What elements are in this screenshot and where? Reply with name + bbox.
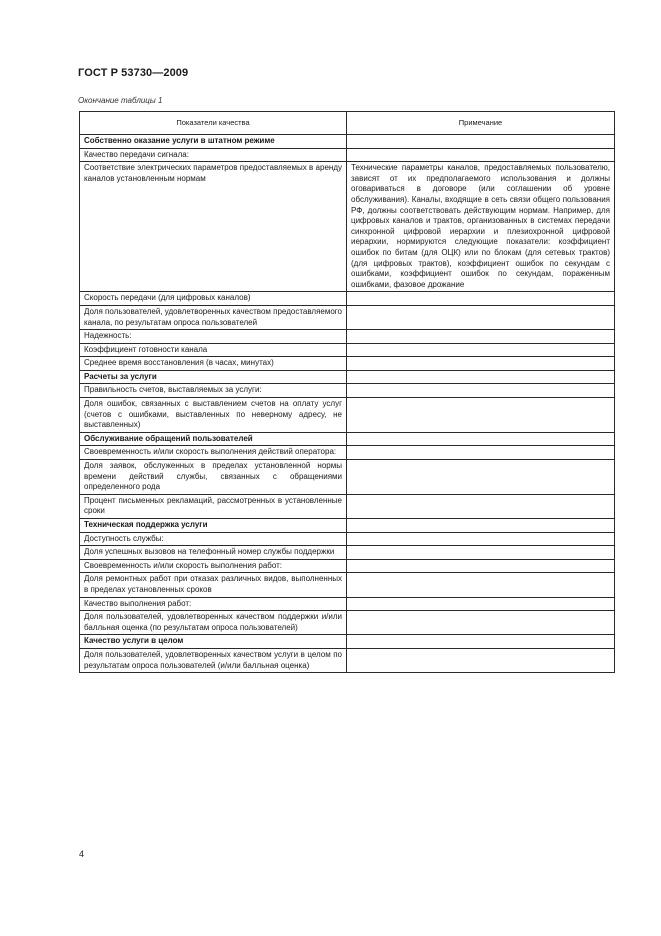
- table-caption: Окончание таблицы 1: [78, 96, 163, 105]
- table-section-row: [80, 370, 615, 384]
- column-header-indicators: Показатели качества: [80, 112, 347, 135]
- table-row: [80, 546, 615, 560]
- document-code: ГОСТ Р 53730—2009: [78, 67, 189, 79]
- note-cell: [347, 292, 615, 306]
- note-cell: [347, 546, 615, 560]
- table-row: [80, 446, 615, 460]
- table-header-row: [80, 112, 615, 135]
- indicator-cell: Доля пользователей, удовлетворенных качеством предоставляемого канала, по результатам опроса пользователей: [80, 305, 347, 329]
- table-row: [80, 148, 615, 162]
- note-cell: [347, 532, 615, 546]
- table-section-row: [80, 135, 615, 149]
- indicator-cell: Качество выполнения работ:: [80, 597, 347, 611]
- note-cell: [347, 384, 615, 398]
- indicator-cell: Правильность счетов, выставляемых за услуги:: [80, 384, 347, 398]
- section-heading-cell: Техническая поддержка услуги: [80, 519, 347, 533]
- table-row: [80, 162, 615, 292]
- note-cell: [347, 398, 615, 433]
- table-row: [80, 573, 615, 597]
- table-body: [80, 135, 615, 673]
- table-row: [80, 343, 615, 357]
- note-cell: [347, 370, 615, 384]
- note-cell: [347, 148, 615, 162]
- indicator-cell: Доля ошибок, связанных с выставлением счетов на оплату услуг (счетов с ошибками, выставленных по неверному адресу, не выставленных): [80, 398, 347, 433]
- table-section-row: [80, 432, 615, 446]
- note-cell: [347, 519, 615, 533]
- table-row: [80, 398, 615, 433]
- indicator-cell: Доля заявок, обслуженных в пределах установленной нормы времени действий службы, связанных с обращениями определенного рода: [80, 460, 347, 495]
- quality-indicators-table: [79, 111, 615, 673]
- table-row: [80, 597, 615, 611]
- section-heading-cell: Расчеты за услуги: [80, 370, 347, 384]
- table-row: [80, 494, 615, 518]
- note-cell: [347, 446, 615, 460]
- table-row: [80, 611, 615, 635]
- indicator-cell: Своевременность и/или скорость выполнения работ:: [80, 559, 347, 573]
- indicator-cell: Доступность службы:: [80, 532, 347, 546]
- note-cell: [347, 611, 615, 635]
- column-header-note: Примечание: [347, 112, 615, 135]
- indicator-cell: Скорость передачи (для цифровых каналов): [80, 292, 347, 306]
- note-cell: [347, 330, 615, 344]
- section-heading-cell: Качество услуги в целом: [80, 635, 347, 649]
- note-cell: [347, 648, 615, 672]
- table-row: [80, 305, 615, 329]
- table-row: [80, 330, 615, 344]
- table-row: [80, 292, 615, 306]
- indicator-cell: Надежность:: [80, 330, 347, 344]
- indicator-cell: Качество передачи сигнала:: [80, 148, 347, 162]
- note-cell: [347, 432, 615, 446]
- table-row: [80, 460, 615, 495]
- indicator-cell: Доля успешных вызовов на телефонный номер службы поддержки: [80, 546, 347, 560]
- note-cell: [347, 305, 615, 329]
- table-row: [80, 559, 615, 573]
- section-heading-cell: Собственно оказание услуги в штатном режиме: [80, 135, 347, 149]
- indicator-cell: Среднее время восстановления (в часах, минутах): [80, 357, 347, 371]
- note-cell: [347, 494, 615, 518]
- note-cell: [347, 559, 615, 573]
- table-row: [80, 532, 615, 546]
- note-cell: [347, 573, 615, 597]
- page-number: 4: [79, 849, 85, 859]
- section-heading-cell: Обслуживание обращений пользователей: [80, 432, 347, 446]
- indicator-cell: Своевременность и/или скорость выполнения действий оператора:: [80, 446, 347, 460]
- indicator-cell: Доля пользователей, удовлетворенных качеством поддержки и/или балльная оценка (по результатам опроса пользователей): [80, 611, 347, 635]
- table-section-row: [80, 635, 615, 649]
- indicator-cell: Доля пользователей, удовлетворенных качеством услуги в целом по результатам опроса пользователей (и/или балльная оценка): [80, 648, 347, 672]
- indicator-cell: Соответствие электрических параметров предоставляемых в аренду каналов установленным нормам: [80, 162, 347, 292]
- table-row: [80, 384, 615, 398]
- note-cell: [347, 135, 615, 149]
- note-cell: [347, 343, 615, 357]
- indicator-cell: Доля ремонтных работ при отказах различных видов, выполненных в пределах установленных сроков: [80, 573, 347, 597]
- note-cell: [347, 357, 615, 371]
- indicator-cell: Процент письменных рекламаций, рассмотренных в установленные сроки: [80, 494, 347, 518]
- note-cell: [347, 597, 615, 611]
- note-cell: [347, 460, 615, 495]
- indicator-cell: Коэффициент готовности канала: [80, 343, 347, 357]
- note-cell: [347, 635, 615, 649]
- table-row: [80, 357, 615, 371]
- table-section-row: [80, 519, 615, 533]
- table-row: [80, 648, 615, 672]
- note-cell: Технические параметры каналов, предоставляемых пользователю, зависят от их предполагаемого использования и должны оговариваться в договоре (или соглашении об уровне обслуживания). Каналы, входящие в сеть связи общего пользования РФ, должны соответствовать действующим нормам. Например, для цифровых каналов и трактов, организованных в системах передачи синхронной цифровой иерархии и плезиохронной цифровой иерархии, нормируются следующие показатели: коэффициент ошибок по битам (для ОЦК) или по блокам (для сетевых трактов) (для цифровых трактов), коэффициент ошибок по секундам с ошибками, коэффициент ошибок по секундам, пораженным ошибками, фазовое дрожание: [347, 162, 615, 292]
